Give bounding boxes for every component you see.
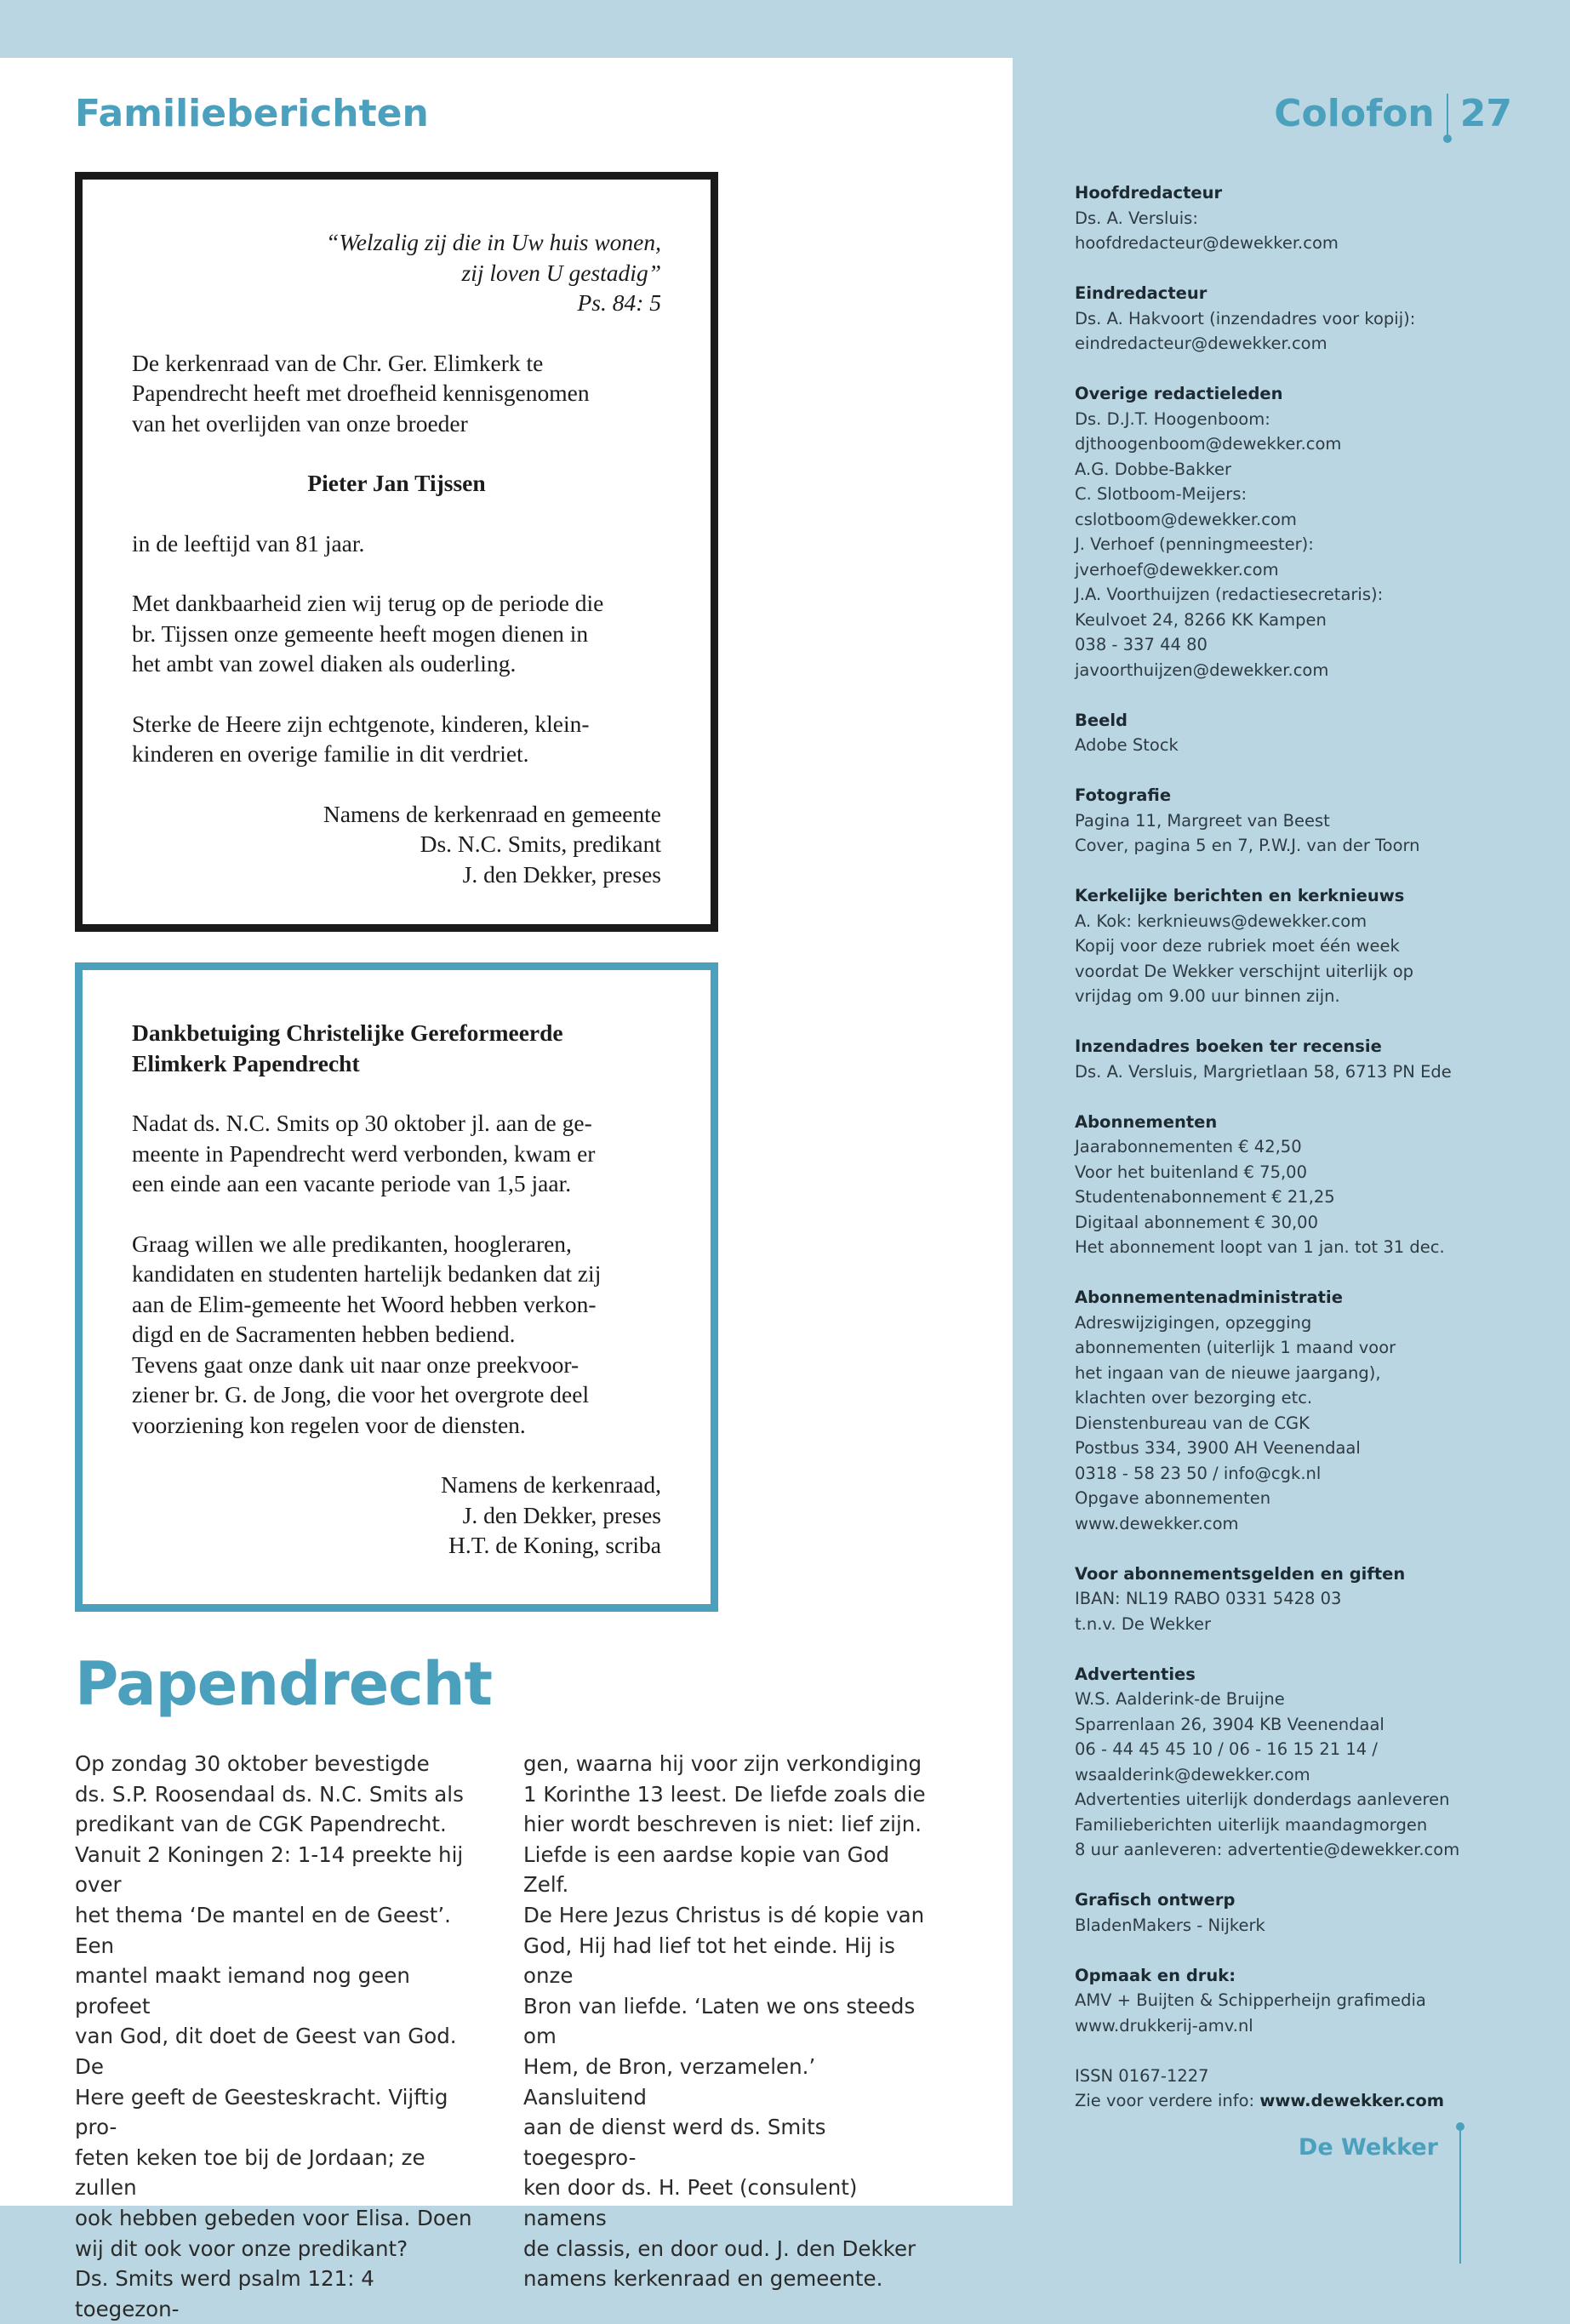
thanks-paragraph: Graag willen we alle predikanten, hoogleraren, kandidaten en studenten hartelijk bedanken dat zij aan de Elim-gemeente het Woord hebben verkon- digd en de Sacramenten hebben bediend. Tevens gaat onze dank uit naar onze preekvoor- ziener br. G. de Jong, die voor het overgrote deel voorziening kon regelen voor de diensten.: [132, 1230, 602, 1438]
colofon-line: hoofdredacteur@dewekker.com: [1075, 233, 1339, 253]
footer-rule: [1459, 2127, 1461, 2264]
colofon-line: 038 - 337 44 80: [1075, 635, 1207, 654]
colofon-line: Ds. A. Versluis, Margrietlaan 58, 6713 PN Ede: [1075, 1061, 1452, 1082]
notice-signature: Namens de kerkenraad en gemeente Ds. N.C. Smits, predikant J. den Dekker, preses: [323, 800, 661, 888]
colofon-line: djthoogenboom@dewekker.com: [1075, 434, 1342, 454]
colofon-line: A. Kok: kerknieuws@dewekker.com: [1075, 911, 1367, 931]
colofon-line: www.drukkerij-amv.nl: [1075, 2015, 1253, 2036]
footer-brand: De Wekker: [1298, 2134, 1438, 2161]
colofon-heading: Inzendadres boeken ter recensie: [1075, 1036, 1382, 1056]
colofon-heading: Fotografie: [1075, 785, 1172, 805]
colofon-heading: Advertenties: [1075, 1664, 1196, 1684]
colofon-line: 06 - 44 45 45 10 / 06 - 16 15 21 14 /: [1075, 1739, 1378, 1759]
colofon-heading: Overige redactieleden: [1075, 384, 1283, 403]
colofon-heading: Kerkelijke berichten en kerknieuws: [1075, 886, 1405, 905]
colofon-section: [1075, 1285, 1517, 1536]
colofon-heading: Opmaak en druk:: [1075, 1965, 1236, 1985]
colofon-sidebar: [1075, 180, 1517, 2138]
colofon-line: jverhoef@dewekker.com: [1075, 559, 1279, 580]
colofon-line: Voor het buitenland € 75,00: [1075, 1162, 1307, 1182]
colofon-line: AMV + Buijten & Schipperheijn grafimedia: [1075, 1990, 1426, 2010]
article-title: Papendrecht: [75, 1649, 492, 1719]
colofon-line: abonnementen (uiterlijk 1 maand voor: [1075, 1338, 1396, 1357]
issn: ISSN 0167-1227: [1075, 2065, 1209, 2086]
colofon-line: Studentenabonnement € 21,25: [1075, 1187, 1335, 1207]
deceased-name: Pieter Jan Tijssen: [307, 470, 486, 496]
colofon-title: Colofon: [1274, 92, 1435, 135]
colofon-line: A.G. Dobbe-Bakker: [1075, 459, 1231, 479]
colofon-line: 8 uur aanleveren: advertentie@dewekker.com: [1075, 1840, 1460, 1859]
colofon-section: [1075, 1110, 1517, 1260]
colofon-line: www.dewekker.com: [1075, 1513, 1239, 1533]
colofon-line: Jaarabonnementen € 42,50: [1075, 1137, 1302, 1156]
notice-age: in de leeftijd van 81 jaar.: [132, 529, 365, 557]
colofon-line: Adreswijzigingen, opzegging: [1075, 1312, 1312, 1333]
colofon-line: Adobe Stock: [1075, 735, 1179, 755]
colofon-heading: Beeld: [1075, 710, 1128, 730]
colofon-issn-block: [1075, 2064, 1517, 2114]
colofon-section: [1075, 883, 1517, 1009]
colofon-section: [1075, 381, 1517, 682]
colofon-line: Dienstenbureau van de CGK: [1075, 1413, 1310, 1433]
colofon-line: Ds. A. Hakvoort (inzendadres voor kopij):: [1075, 308, 1416, 328]
colofon-section: [1075, 1562, 1517, 1637]
colofon-line: 0318 - 58 23 50 / info@cgk.nl: [1075, 1463, 1322, 1483]
colofon-section: [1075, 1887, 1517, 1938]
page-number: 27: [1459, 92, 1512, 135]
colofon-line: eindredacteur@dewekker.com: [1075, 334, 1327, 353]
colofon-line: Digitaal abonnement € 30,00: [1075, 1212, 1318, 1232]
colofon-header: [1274, 92, 1512, 135]
colofon-line: wsaalderink@dewekker.com: [1075, 1764, 1310, 1784]
colofon-line: Pagina 11, Margreet van Beest: [1075, 810, 1330, 831]
colofon-line: Cover, pagina 5 en 7, P.W.J. van der Toorn: [1075, 836, 1420, 855]
colofon-line: Opgave abonnementen: [1075, 1488, 1271, 1508]
colofon-line: Familieberichten uiterlijk maandagmorgen: [1075, 1814, 1428, 1835]
colofon-line: Advertenties uiterlijk donderdags aanleveren: [1075, 1790, 1450, 1809]
colofon-heading: Abonnementen: [1075, 1111, 1218, 1132]
colofon-line: IBAN: NL19 RABO 0331 5428 03: [1075, 1589, 1342, 1608]
colofon-line: Het abonnement loopt van 1 jan. tot 31 dec.: [1075, 1237, 1445, 1257]
colofon-sections: [1075, 180, 1517, 2038]
colofon-section: [1075, 1963, 1517, 2039]
colofon-section: [1075, 1034, 1517, 1084]
notice-paragraph: De kerkenraad van de Chr. Ger. Elimkerk te Papendrecht heeft met droefheid kennisgenomen van het overlijden van onze broeder: [132, 349, 590, 437]
colofon-line: Sparrenlaan 26, 3904 KB Veenendaal: [1075, 1714, 1384, 1734]
colofon-line: javoorthuijzen@dewekker.com: [1075, 660, 1329, 680]
colofon-heading: Eindredacteur: [1075, 283, 1207, 303]
notice-paragraph: Met dankbaarheid zien wij terug op de periode die br. Tijssen onze gemeente heeft mogen dienen in het ambt van zowel diaken als ouderling.: [132, 590, 604, 677]
colofon-line: J.A. Voorthuijzen (redactiesecretaris):: [1075, 585, 1384, 604]
article-column-1: Op zondag 30 oktober bevestigde ds. S.P. Roosendaal ds. N.C. Smits als predikant van de CGK Papendrecht. Vanuit 2 Koningen 2: 1-14 preekte hij over het thema ‘De mantel en de Geest’. Een mantel maakt iemand nog geen profeet van God, dit doet de Geest van God. De Here geeft de Geesteskracht. Vijftig pro- feten keken toe bij de Jordaan; ze zullen ook hebben gebeden voor Elisa. Doen wij dit ook voor onze predikant? Ds. Smits werd psalm 121: 4 toegezon-: [75, 1751, 472, 2321]
colofon-line: cslotboom@dewekker.com: [1075, 509, 1297, 529]
more-info: [1075, 2088, 1517, 2114]
colofon-heading: Abonnementenadministratie: [1075, 1288, 1343, 1307]
website-link[interactable]: www.dewekker.com: [1259, 2091, 1445, 2110]
colofon-section: [1075, 180, 1517, 256]
colofon-line: W.S. Aalderink-de Bruijne: [1075, 1689, 1285, 1709]
obituary-notice: [75, 172, 718, 932]
colofon-heading: Grafisch ontwerp: [1075, 1890, 1236, 1910]
colofon-line: vrijdag om 9.00 uur binnen zijn.: [1075, 986, 1340, 1006]
colofon-line: Postbus 334, 3900 AH Veenendaal: [1075, 1438, 1361, 1458]
colofon-line: Ds. A. Versluis:: [1075, 208, 1198, 228]
notice-paragraph: Sterke de Heere zijn echtgenote, kinderen, klein- kinderen en overige familie in dit verdriet.: [132, 710, 590, 767]
more-info-label: Zie voor verdere info:: [1075, 2091, 1260, 2110]
colofon-line: voordat De Wekker verschijnt uiterlijk op: [1075, 961, 1414, 981]
colofon-section: [1075, 708, 1517, 758]
colofon-line: Keulvoet 24, 8266 KK Kampen: [1075, 609, 1327, 630]
colofon-section: [1075, 1662, 1517, 1863]
header-divider: [1447, 94, 1448, 134]
thanks-notice: [75, 962, 718, 1612]
thanks-title: Dankbetuiging Christelijke Gereformeerde Elimkerk Papendrecht: [132, 1019, 563, 1076]
colofon-line: BladenMakers - Nijkerk: [1075, 1915, 1265, 1935]
colofon-line: klachten over bezorging etc.: [1075, 1388, 1313, 1408]
colofon-section: [1075, 783, 1517, 859]
colofon-line: Kopij voor deze rubriek moet één week: [1075, 936, 1400, 956]
article-column-2: gen, waarna hij voor zijn verkondiging 1 Korinthe 13 leest. De liefde zoals die hier wordt beschreven is niet: lief zijn. Liefde is een aardse kopie van God Zelf. De Here Jezus Christus is dé kopie van God, Hij had lief tot het einde. Hij is onze Bron van liefde. ‘Laten we ons steeds om Hem, de Bron, verzamelen.’ Aansluitend aan de dienst werd ds. Smits toegespro- ken door ds. H. Peet (consulent) namens de classis, en door oud. J. den Dekker namens kerkenraad en gemeente.: [523, 1751, 926, 2292]
colofon-heading: Hoofdredacteur: [1075, 183, 1223, 203]
colofon-line: J. Verhoef (penningmeester):: [1075, 534, 1314, 554]
colofon-line: C. Slotboom-Meijers:: [1075, 484, 1247, 504]
colofon-line: Ds. D.J.T. Hoogenboom:: [1075, 408, 1270, 429]
thanks-paragraph: Nadat ds. N.C. Smits op 30 oktober jl. aan de ge- meente in Papendrecht werd verbonden, kwam er een einde aan een vacante periode van 1,5 jaar.: [132, 1110, 596, 1196]
thanks-signature: Namens de kerkenraad, J. den Dekker, preses H.T. de Koning, scriba: [441, 1471, 661, 1558]
colofon-line: t.n.v. De Wekker: [1075, 1613, 1212, 1634]
colofon-section: [1075, 281, 1517, 357]
colofon-line: het ingaan van de nieuwe jaargang),: [1075, 1362, 1381, 1383]
colofon-heading: Voor abonnementsgelden en giften: [1075, 1563, 1406, 1584]
notice-quote: “Welzalig zij die in Uw huis wonen, zij loven U gestadig” Ps. 84: 5: [326, 229, 661, 316]
section-title: Familieberichten: [75, 92, 429, 135]
